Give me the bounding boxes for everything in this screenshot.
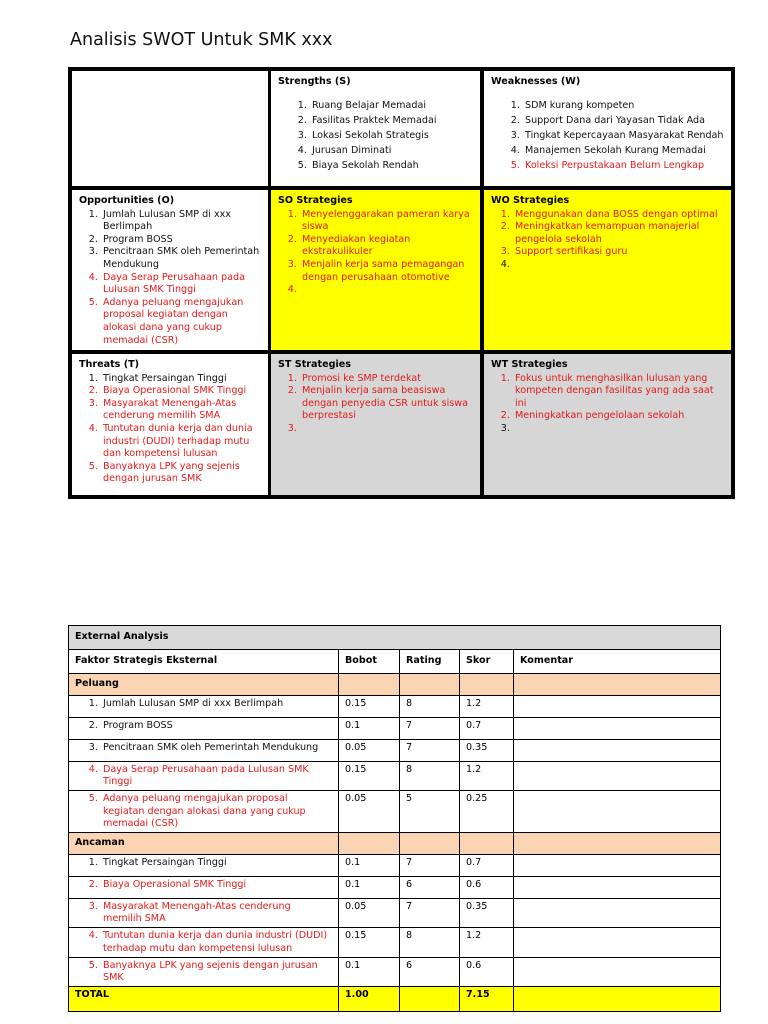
strengths-cell (271, 71, 480, 186)
factor-text: 2. Program BOSS (101, 720, 332, 732)
factor-cell (69, 762, 339, 791)
skor-cell: 0.25 (460, 791, 514, 833)
table-row (69, 718, 721, 740)
rating-cell: 6 (400, 957, 460, 986)
section-empty-cell (400, 833, 460, 855)
list-item: 2. Meningkatkan pengelolaan sekolah (513, 410, 725, 423)
table-row (69, 899, 721, 928)
list-item: 5. Adanya peluang mengajukan proposal kegiatan dengan alokasi dana yang cukup memadai (CSR) (101, 297, 262, 347)
swot-corner-cell (72, 71, 268, 186)
list-item: 2. Menjalin kerja sama beasiswa dengan penyedia CSR untuk siswa berprestasi (300, 385, 474, 423)
factor-list (75, 930, 332, 954)
factor-cell (69, 740, 339, 762)
rating-cell: 7 (400, 718, 460, 740)
komentar-cell (514, 928, 721, 957)
column-header: Skor (460, 650, 514, 674)
wo-strategies-list (491, 209, 725, 272)
list-item: 2. Fasilitas Praktek Memadai (310, 113, 474, 128)
skor-cell: 1.2 (460, 928, 514, 957)
total-label-cell: TOTAL (69, 987, 339, 1012)
st-strategies-list (278, 373, 474, 436)
komentar-cell (514, 855, 721, 877)
section-row (69, 674, 721, 696)
komentar-cell (514, 740, 721, 762)
section-empty-cell (460, 674, 514, 696)
list-item: 3. Menjalin kerja sama pemagangan dengan perusahaan otomotive (300, 259, 474, 284)
rating-cell: 8 (400, 696, 460, 718)
factor-text: 1. Tingkat Persaingan Tinggi (101, 857, 332, 869)
factor-list (75, 742, 332, 754)
section-row (69, 833, 721, 855)
list-item: 2. Menyediakan kegiatan ekstrakulikuler (300, 234, 474, 259)
skor-cell: 0.7 (460, 855, 514, 877)
section-empty-cell (514, 674, 721, 696)
so-strategies-list (278, 209, 474, 297)
table-title-row (69, 626, 721, 650)
komentar-cell (514, 696, 721, 718)
factor-list (75, 879, 332, 891)
column-header: Komentar (514, 650, 721, 674)
column-header: Faktor Strategis Eksternal (69, 650, 339, 674)
factor-text: 3. Masyarakat Menengah-Atas cenderung memilih SMA (101, 901, 332, 925)
rating-cell: 6 (400, 877, 460, 899)
list-item (513, 259, 725, 272)
list-item: 1. Menggunakan dana BOSS dengan optimal (513, 209, 725, 222)
factor-cell (69, 696, 339, 718)
column-header: Rating (400, 650, 460, 674)
total-rating-cell (400, 987, 460, 1012)
factor-cell (69, 791, 339, 833)
wo-strategies-cell (484, 190, 731, 350)
bobot-cell: 0.1 (339, 877, 400, 899)
skor-cell: 0.35 (460, 740, 514, 762)
table-title: External Analysis (69, 626, 721, 650)
weaknesses-heading: Weaknesses (W) (491, 76, 581, 87)
list-item: 3. Pencitraan SMK oleh Pemerintah Mendukung (101, 246, 262, 271)
rating-cell: 8 (400, 762, 460, 791)
skor-cell: 0.6 (460, 957, 514, 986)
opportunities-list (79, 209, 262, 348)
threats-list (79, 373, 262, 486)
table-row (69, 740, 721, 762)
section-empty-cell (400, 674, 460, 696)
factor-cell (69, 899, 339, 928)
total-skor-cell: 7.15 (460, 987, 514, 1012)
wo-strategies-heading: WO Strategies (491, 195, 570, 206)
factor-list (75, 793, 332, 830)
bobot-cell: 0.05 (339, 791, 400, 833)
so-strategies-heading: SO Strategies (278, 195, 353, 206)
list-item: 1. Tingkat Persaingan Tinggi (101, 373, 262, 386)
rating-cell: 8 (400, 928, 460, 957)
bobot-cell: 0.05 (339, 899, 400, 928)
list-item: 2. Program BOSS (101, 234, 262, 247)
list-item: 5. Banyaknya LPK yang sejenis dengan jurusan SMK (101, 461, 262, 486)
section-empty-cell (514, 833, 721, 855)
opportunities-heading: Opportunities (O) (79, 195, 175, 206)
factor-text: 3. Pencitraan SMK oleh Pemerintah Mendukung (101, 742, 332, 754)
list-item: 4. Daya Serap Perusahaan pada Lulusan SMK Tinggi (101, 272, 262, 297)
list-item: 4. Manajemen Sekolah Kurang Memadai (523, 143, 725, 158)
factor-cell (69, 877, 339, 899)
skor-cell: 0.6 (460, 877, 514, 899)
skor-cell: 1.2 (460, 762, 514, 791)
wt-strategies-cell (484, 354, 731, 495)
factor-list (75, 960, 332, 984)
skor-cell: 0.7 (460, 718, 514, 740)
bobot-cell: 0.1 (339, 718, 400, 740)
opportunities-cell (72, 190, 268, 350)
threats-heading: Threats (T) (79, 359, 140, 370)
factor-list (75, 698, 332, 710)
factor-cell (69, 957, 339, 986)
skor-cell: 1.2 (460, 696, 514, 718)
factor-list (75, 857, 332, 869)
list-item: 5. Koleksi Perpustakaan Belum Lengkap (523, 158, 725, 173)
bobot-cell: 0.1 (339, 957, 400, 986)
list-item: 3. Masyarakat Menengah-Atas cenderung memilih SMA (101, 398, 262, 423)
komentar-cell (514, 762, 721, 791)
list-item: 1. Promosi ke SMP terdekat (300, 373, 474, 386)
column-header: Bobot (339, 650, 400, 674)
total-komentar-cell (514, 987, 721, 1012)
rating-cell: 5 (400, 791, 460, 833)
external-analysis-table (68, 625, 721, 1012)
rating-cell: 7 (400, 855, 460, 877)
table-row (69, 877, 721, 899)
factor-text: 2. Biaya Operasional SMK Tinggi (101, 879, 332, 891)
factor-list (75, 720, 332, 732)
factor-text: 5. Adanya peluang mengajukan proposal kegiatan dengan alokasi dana yang cukup memadai (CSR) (101, 793, 332, 830)
factor-text: 4. Daya Serap Perusahaan pada Lulusan SMK Tinggi (101, 764, 332, 788)
list-item: 3. Support sertifikasi guru (513, 246, 725, 259)
so-strategies-cell (271, 190, 480, 350)
list-item (513, 423, 725, 436)
weaknesses-list (491, 98, 725, 174)
st-strategies-heading: ST Strategies (278, 359, 351, 370)
komentar-cell (514, 791, 721, 833)
weaknesses-cell (484, 71, 731, 186)
list-item: 4. Tuntutan dunia kerja dan dunia industri (DUDI) terhadap mutu dan kompetensi lulusan (101, 423, 262, 461)
table-row (69, 696, 721, 718)
column-header-row (69, 650, 721, 674)
rating-cell: 7 (400, 899, 460, 928)
list-item (300, 284, 474, 297)
list-item: 1. SDM kurang kompeten (523, 98, 725, 113)
list-item: 5. Biaya Sekolah Rendah (310, 158, 474, 173)
strengths-heading: Strengths (S) (278, 76, 351, 87)
factor-cell (69, 718, 339, 740)
list-item: 2. Biaya Operasional SMK Tinggi (101, 385, 262, 398)
list-item: 1. Menyelenggarakan pameran karya siswa (300, 209, 474, 234)
section-label: Ancaman (69, 833, 339, 855)
wt-strategies-heading: WT Strategies (491, 359, 568, 370)
table-row (69, 791, 721, 833)
komentar-cell (514, 718, 721, 740)
table-row (69, 855, 721, 877)
list-item: 1. Fokus untuk menghasilkan lulusan yang kompeten dengan fasilitas yang ada saat ini (513, 373, 725, 411)
list-item: 1. Ruang Belajar Memadai (310, 98, 474, 113)
komentar-cell (514, 957, 721, 986)
section-label: Peluang (69, 674, 339, 696)
strengths-list (278, 98, 474, 174)
rating-cell: 7 (400, 740, 460, 762)
table-row (69, 957, 721, 986)
list-item: 2. Support Dana dari Yayasan Tidak Ada (523, 113, 725, 128)
list-item: 1. Jumlah Lulusan SMP di xxx Berlimpah (101, 209, 262, 234)
factor-text: 4. Tuntutan dunia kerja dan dunia industri (DUDI) terhadap mutu dan kompetensi lulusan (101, 930, 332, 954)
page-title: Analisis SWOT Untuk SMK xxx (70, 30, 333, 50)
total-row (69, 987, 721, 1012)
bobot-cell: 0.1 (339, 855, 400, 877)
komentar-cell (514, 877, 721, 899)
factor-text: 1. Jumlah Lulusan SMP di xxx Berlimpah (101, 698, 332, 710)
total-bobot-cell: 1.00 (339, 987, 400, 1012)
list-item (300, 423, 474, 436)
table-row (69, 928, 721, 957)
bobot-cell: 0.15 (339, 696, 400, 718)
list-item: 3. Lokasi Sekolah Strategis (310, 128, 474, 143)
list-item: 4. Jurusan Diminati (310, 143, 474, 158)
skor-cell: 0.35 (460, 899, 514, 928)
komentar-cell (514, 899, 721, 928)
wt-strategies-list (491, 373, 725, 436)
section-empty-cell (339, 833, 400, 855)
bobot-cell: 0.15 (339, 928, 400, 957)
section-empty-cell (460, 833, 514, 855)
factor-text: 5. Banyaknya LPK yang sejenis dengan jurusan SMK (101, 960, 332, 984)
list-item: 2. Meningkatkan kemampuan manajerial pengelola sekolah (513, 221, 725, 246)
factor-cell (69, 928, 339, 957)
bobot-cell: 0.15 (339, 762, 400, 791)
threats-cell (72, 354, 268, 495)
st-strategies-cell (271, 354, 480, 495)
factor-list (75, 764, 332, 788)
factor-cell (69, 855, 339, 877)
swot-matrix (68, 67, 735, 499)
section-empty-cell (339, 674, 400, 696)
bobot-cell: 0.05 (339, 740, 400, 762)
table-row (69, 762, 721, 791)
factor-list (75, 901, 332, 925)
list-item: 3. Tingkat Kepercayaan Masyarakat Rendah (523, 128, 725, 143)
